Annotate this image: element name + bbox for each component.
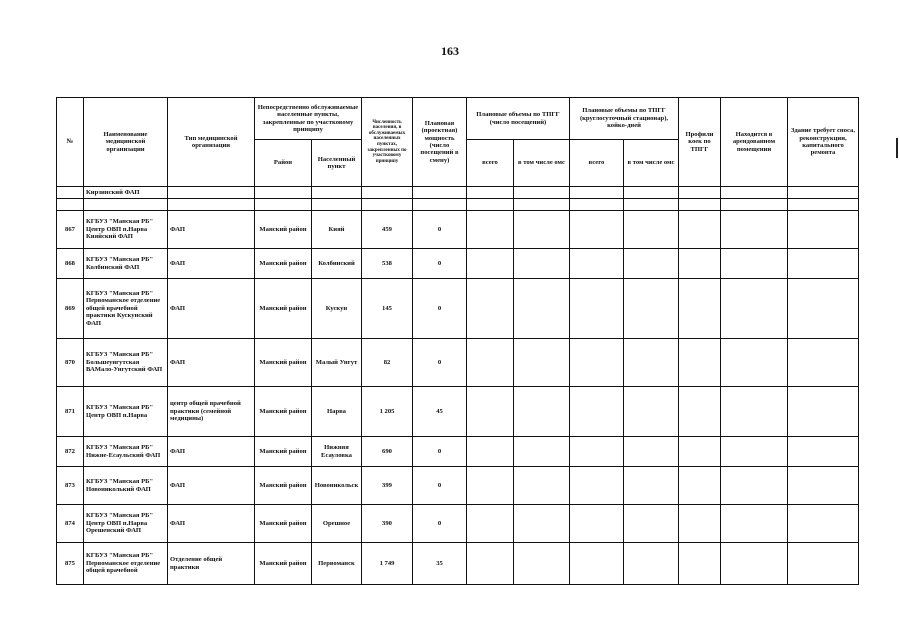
row-empty-cell bbox=[570, 505, 624, 543]
row-empty-cell bbox=[788, 211, 859, 249]
row-district: Манский район bbox=[255, 543, 312, 585]
row-empty-cell bbox=[467, 387, 514, 437]
header-rented: Находится в арендованном помещении bbox=[721, 98, 788, 187]
row-org-type: ФАП bbox=[168, 467, 255, 505]
row-settlement: Кияй bbox=[312, 211, 362, 249]
row-empty-cell bbox=[467, 437, 514, 467]
row-population: 1 749 bbox=[362, 543, 413, 585]
row-org-type: ФАП bbox=[168, 339, 255, 387]
row-empty-cell bbox=[788, 437, 859, 467]
row-empty-cell bbox=[679, 211, 721, 249]
row-empty-cell bbox=[788, 249, 859, 279]
row-empty-cell bbox=[721, 279, 788, 339]
header-capacity: Плановая (проектная) мощность (число посещений в смену) bbox=[413, 98, 467, 187]
row-empty-cell bbox=[514, 279, 570, 339]
row-empty-cell bbox=[624, 505, 679, 543]
row-district: Манский район bbox=[255, 279, 312, 339]
header-incl-oms-visits: в том числе омс bbox=[514, 140, 570, 187]
header-volume-hospital: Плановые объемы по ТПГГ (круглосуточный стационар), койко-дней bbox=[570, 98, 679, 140]
row-capacity: 0 bbox=[413, 279, 467, 339]
row-org-name: КГБУЗ "Манская РБ" Новониколький ФАП bbox=[84, 467, 168, 505]
row-population: 538 bbox=[362, 249, 413, 279]
row-district: Манский район bbox=[255, 249, 312, 279]
row-empty-cell bbox=[624, 543, 679, 585]
header-settlement: Населенный пункт bbox=[312, 140, 362, 187]
table-row bbox=[57, 387, 859, 437]
table-row bbox=[57, 437, 859, 467]
row-empty-cell bbox=[624, 211, 679, 249]
header-district: Район bbox=[255, 140, 312, 187]
row-empty-cell bbox=[788, 279, 859, 339]
header-volume-visits: Плановые объемы по ТПГГ (число посещений) bbox=[467, 98, 570, 140]
row-number: 872 bbox=[57, 437, 84, 467]
row-empty-cell bbox=[570, 543, 624, 585]
row-capacity: 0 bbox=[413, 249, 467, 279]
row-settlement: Кускун bbox=[312, 279, 362, 339]
row-settlement: Нижняя Есауловка bbox=[312, 437, 362, 467]
header-org-name: Наименование медицинской организации bbox=[84, 98, 168, 187]
row-population: 459 bbox=[362, 211, 413, 249]
row-empty-cell bbox=[514, 249, 570, 279]
table-row bbox=[57, 279, 859, 339]
row-empty-cell bbox=[679, 543, 721, 585]
row-number: 871 bbox=[57, 387, 84, 437]
row-number: 869 bbox=[57, 279, 84, 339]
row-empty-cell bbox=[624, 279, 679, 339]
row-empty-cell bbox=[624, 249, 679, 279]
row-district: Манский район bbox=[255, 211, 312, 249]
row-empty-cell bbox=[514, 437, 570, 467]
row-empty-cell bbox=[721, 249, 788, 279]
row-org-name: КГБУЗ "Манская РБ" Колбинский ФАП bbox=[84, 249, 168, 279]
row-empty-cell bbox=[624, 339, 679, 387]
row-population: 390 bbox=[362, 505, 413, 543]
row-population: 82 bbox=[362, 339, 413, 387]
row-empty-cell bbox=[788, 387, 859, 437]
row-empty-cell bbox=[679, 437, 721, 467]
row-empty-cell bbox=[721, 437, 788, 467]
row-empty-cell bbox=[624, 387, 679, 437]
row-empty-cell bbox=[570, 339, 624, 387]
header-incl-oms-hospital: в том числе омс bbox=[624, 140, 679, 187]
row-org-type: ФАП bbox=[168, 279, 255, 339]
table-row bbox=[57, 467, 859, 505]
row-org-name: КГБУЗ "Манская РБ" Нижне-Есаульский ФАП bbox=[84, 437, 168, 467]
row-settlement: Новоникольск bbox=[312, 467, 362, 505]
row-empty-cell bbox=[788, 467, 859, 505]
row-number: 867 bbox=[57, 211, 84, 249]
header-total-hospital: всего bbox=[570, 140, 624, 187]
row-empty-cell bbox=[467, 467, 514, 505]
row-empty-cell bbox=[721, 543, 788, 585]
data-table-container bbox=[56, 97, 859, 585]
row-empty-cell bbox=[721, 211, 788, 249]
row-settlement: Нарва bbox=[312, 387, 362, 437]
row-org-type: Отделение общей практики bbox=[168, 543, 255, 585]
row-capacity: 0 bbox=[413, 437, 467, 467]
row-empty-cell bbox=[679, 387, 721, 437]
table-row bbox=[57, 339, 859, 387]
row-empty-cell bbox=[679, 279, 721, 339]
row-capacity: 0 bbox=[413, 339, 467, 387]
page-number: 163 bbox=[441, 44, 459, 58]
row-org-type: ФАП bbox=[168, 437, 255, 467]
row-number: 874 bbox=[57, 505, 84, 543]
header-bed-profile: Профили коек по ТПГГ bbox=[679, 98, 721, 187]
row-empty-cell bbox=[788, 543, 859, 585]
row-settlement: Орешное bbox=[312, 505, 362, 543]
row-empty-cell bbox=[679, 249, 721, 279]
row-empty-cell bbox=[514, 467, 570, 505]
row-population: 1 205 bbox=[362, 387, 413, 437]
row-empty-cell bbox=[570, 467, 624, 505]
row-capacity: 35 bbox=[413, 543, 467, 585]
row-empty-cell bbox=[570, 387, 624, 437]
row-number: 873 bbox=[57, 467, 84, 505]
row-empty-cell bbox=[624, 437, 679, 467]
facilities-table bbox=[56, 97, 859, 585]
row-org-name: КГБУЗ "Манская РБ" Первоманское отделение общей врачебной практики Кускунский ФАП bbox=[84, 279, 168, 339]
row-population: 690 bbox=[362, 437, 413, 467]
header-building: Здание требует сноса, реконструкции, капитального ремонта bbox=[788, 98, 859, 187]
row-empty-cell bbox=[788, 505, 859, 543]
header-direct-group: Непосредственно обслуживаемые населенные пункты, закрепленные по участковому принципу bbox=[255, 98, 362, 140]
row-empty-cell bbox=[679, 339, 721, 387]
row-empty-cell bbox=[467, 249, 514, 279]
row-empty-cell bbox=[514, 505, 570, 543]
row-district: Манский район bbox=[255, 505, 312, 543]
row-empty-cell bbox=[721, 339, 788, 387]
row-empty-cell bbox=[467, 211, 514, 249]
row-empty-cell bbox=[467, 339, 514, 387]
table-row bbox=[57, 249, 859, 279]
row-empty-cell bbox=[624, 467, 679, 505]
header-population: Численность населения, в обслуживаемых населенных пунктах, закрепленных по участковому принципу bbox=[362, 98, 413, 187]
row-district: Манский район bbox=[255, 437, 312, 467]
row-population: 145 bbox=[362, 279, 413, 339]
row-capacity: 0 bbox=[413, 505, 467, 543]
row-empty-cell bbox=[570, 437, 624, 467]
row-empty-cell bbox=[679, 467, 721, 505]
row-org-type: ФАП bbox=[168, 211, 255, 249]
row-empty-cell bbox=[570, 211, 624, 249]
row-district: Манский район bbox=[255, 387, 312, 437]
row-empty-cell bbox=[721, 505, 788, 543]
header-no: № bbox=[57, 98, 84, 187]
row-empty-cell bbox=[721, 467, 788, 505]
row-org-name: КГБУЗ "Манская РБ" Большеунгутская ВАМало-Унгутский ФАП bbox=[84, 339, 168, 387]
row-settlement: Первоманск bbox=[312, 543, 362, 585]
row-empty-cell bbox=[467, 543, 514, 585]
row-capacity: 45 bbox=[413, 387, 467, 437]
row-org-type: ФАП bbox=[168, 249, 255, 279]
row-empty-cell bbox=[514, 339, 570, 387]
row-org-type: центр общей врачебной практики (семейной медицины) bbox=[168, 387, 255, 437]
row-population: 399 bbox=[362, 467, 413, 505]
row-capacity: 0 bbox=[413, 211, 467, 249]
row-org-name: КГБУЗ "Манская РБ" Центр ОВП п.Нарва Орешенский ФАП bbox=[84, 505, 168, 543]
row-empty-cell bbox=[570, 249, 624, 279]
table-row bbox=[57, 543, 859, 585]
row-empty-cell bbox=[570, 279, 624, 339]
table-row bbox=[57, 211, 859, 249]
header-total-visits: всего bbox=[467, 140, 514, 187]
continuation-name: Кирзинский ФАП bbox=[84, 187, 168, 199]
row-empty-cell bbox=[514, 211, 570, 249]
scan-edge-mark bbox=[896, 138, 898, 158]
table-row bbox=[57, 505, 859, 543]
row-district: Манский район bbox=[255, 339, 312, 387]
row-empty-cell bbox=[679, 505, 721, 543]
header-org-type: Тип медицинской организации bbox=[168, 98, 255, 187]
row-number: 868 bbox=[57, 249, 84, 279]
row-number: 875 bbox=[57, 543, 84, 585]
spacer-row bbox=[57, 199, 859, 211]
row-org-name: КГБУЗ "Манская РБ" Первоманское отделение общей врачебной bbox=[84, 543, 168, 585]
row-district: Манский район bbox=[255, 467, 312, 505]
row-settlement: Колбинский bbox=[312, 249, 362, 279]
row-empty-cell bbox=[721, 387, 788, 437]
row-empty-cell bbox=[788, 339, 859, 387]
row-empty-cell bbox=[467, 505, 514, 543]
row-empty-cell bbox=[514, 543, 570, 585]
row-empty-cell bbox=[514, 387, 570, 437]
row-org-name: КГБУЗ "Манская РБ" Центр ОВП п.Нарва Кияйский ФАП bbox=[84, 211, 168, 249]
row-empty-cell bbox=[467, 279, 514, 339]
row-org-type: ФАП bbox=[168, 505, 255, 543]
row-capacity: 0 bbox=[413, 467, 467, 505]
row-settlement: Малый Унгут bbox=[312, 339, 362, 387]
row-org-name: КГБУЗ "Манская РБ" Центр ОВП п.Нарва bbox=[84, 387, 168, 437]
row-number: 870 bbox=[57, 339, 84, 387]
continuation-row bbox=[57, 187, 859, 199]
